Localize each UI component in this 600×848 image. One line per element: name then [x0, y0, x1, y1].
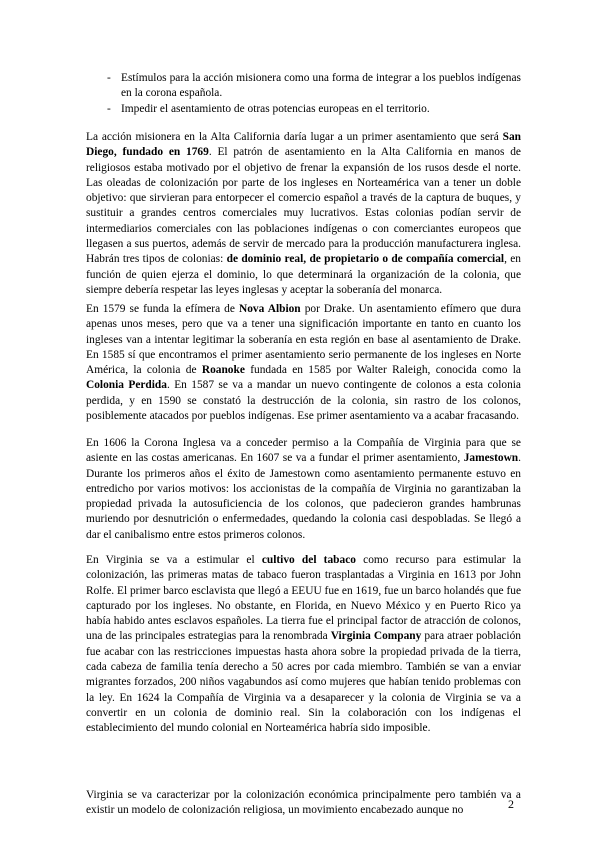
text-run: . Durante los primeros años el éxito de Jamestown como asentamiento permanente estuvo en entredicho por varios motivos: los accionistas de la compañía de Virginia no garantizaban la propiedad privada la autosuficiencia de los colonos, que padecieron grandes hambrunas muriendo por desnutrición o enfermedades, quedando la colonia casi despobladas. Se llegó a dar el canibalismo entre estos primeros colonos.: [86, 452, 521, 541]
text-run: . En 1587 se va a mandar un nuevo contingente de colonos a esta colonia perdida, y en 1590 se constató la destrucción de la colonia, sin rastro de los colonos, posiblemente atacados por pueblos indígenas. Ese primer asentamiento va a acabar fracasando.: [86, 379, 521, 423]
bold-run: Virginia Company: [330, 630, 422, 643]
paragraph-alta-california: [86, 130, 521, 298]
bold-run: San Diego, fundado en 1769: [86, 131, 521, 159]
bullet-dash: -: [107, 102, 111, 115]
text-run: En 1606 la Corona Inglesa va a conceder permiso a la Compañía de Virginia para que se asiente en las costas americanas. En 1607 se va a fundar el primer asentamiento,: [86, 437, 521, 465]
bold-run: cultivo del tabaco: [261, 554, 356, 566]
bullet-dash: -: [107, 72, 111, 84]
paragraph-jamestown: [86, 436, 521, 543]
text-run: En Virginia se va a estimular el: [86, 554, 262, 566]
list-item: [107, 71, 521, 102]
text-run: En 1579 se funda la efímera de: [86, 303, 239, 315]
page-number: 2: [508, 797, 514, 811]
bullet-list: [107, 71, 521, 117]
text-run: como recurso para estimular la colonización, las primeras matas de tabaco fueron trasplantadas a Virginia en 1613 por John Rolfe. El primer barco esclavista que llegó a EEUU fue en 1619, fue un barco holandés que fue capturado por los ingleses. No obstante, en Florida, en Nuevo México y en Puerto Rico ya había habido antes esclavos españoles. La tierra fue el principal factor de atracción de colonos, una de las principales estrategias para la renombrada: [86, 554, 521, 643]
bullet-text: Impedir el asentamiento de otras potencias europeas en el territorio.: [121, 102, 430, 115]
text-run: La acción misionera en la Alta California daría lugar a un primer asentamiento que será: [86, 131, 503, 143]
text-run: Virginia se va caracterizar por la colonización económica principalmente pero también va a existir un modelo de colonización religiosa, un movimiento encabezado aunque no: [86, 789, 521, 817]
bold-run: de dominio real, de propietario o de compañía comercial: [226, 253, 505, 266]
text-run: . El patrón de asentamiento en la Alta California en manos de religiosos estaba motivado por el objetivo de frenar la expansión de los rusos desde el norte. Las oleadas de colonización por parte de los ingleses en Norteamérica van a tener un doble objetivo: que sirvieran para entorpecer el comercio español a través de la captura de buques, y sustituir a grandes centros comerciales muy lucrativos. Estas colonias podían servir de intermediarios comerciales con las poblaciones indígenas o con comerciantes europeos que llegasen a sus puertos, además de servir de mercado para la producción manufacturera inglesa. Habrán tres tipos de colonias:: [86, 146, 521, 266]
list-item: [107, 102, 521, 117]
paragraph-virginia-colonizacion: [86, 788, 521, 819]
paragraph-nova-albion: [86, 302, 521, 424]
bold-run: Colonia Perdida: [86, 379, 167, 392]
text-run: para atraer población fue acabar con las restricciones impuestas hasta ahora sobre la propiedad privada de la tierra, cada cabeza de familia tenía derecho a 50 acres por cada miembro. También se van a enviar migrantes forzados, 200 niños vagabundos así como mujeres que habían tenido problemas con la ley. En 1624 la Compañía de Virginia va a desaparecer y la colonia de Virginia se va a convertir en un colonia de dominio real. Sin la colaboración con los indígenas el establecimiento del mundo colonial en Norteamérica habría sido imposible.: [86, 630, 521, 735]
text-run: por Drake. Un asentamiento efímero que dura apenas unos meses, pero que va a tener una significación importante en tanto en cuanto los ingleses van a intentar legitimar la soberanía en esta región en base al asentamiento de Drake. En 1585 sí que encontramos el primer asentamiento serio permanente de los ingleses en Norte América, la colonia de: [86, 303, 521, 377]
text-run: fundada en 1585 por Walter Raleigh, conocida como la: [244, 364, 521, 377]
bold-run: Nova Albion: [238, 303, 301, 315]
text-run: , en función de quien ejerza el dominio, lo que determinará la organización de la colonia, que siempre debería respetar las leyes inglesas y aceptar la soberanía del monarca.: [86, 253, 521, 296]
bold-run: Jamestown: [463, 452, 519, 465]
bullet-text: Estímulos para la acción misionera como una forma de integrar a los pueblos indígenas en la corona española.: [121, 72, 521, 100]
paragraph-virginia-tabaco: [86, 553, 521, 737]
bold-run: Roanoke: [201, 364, 245, 377]
